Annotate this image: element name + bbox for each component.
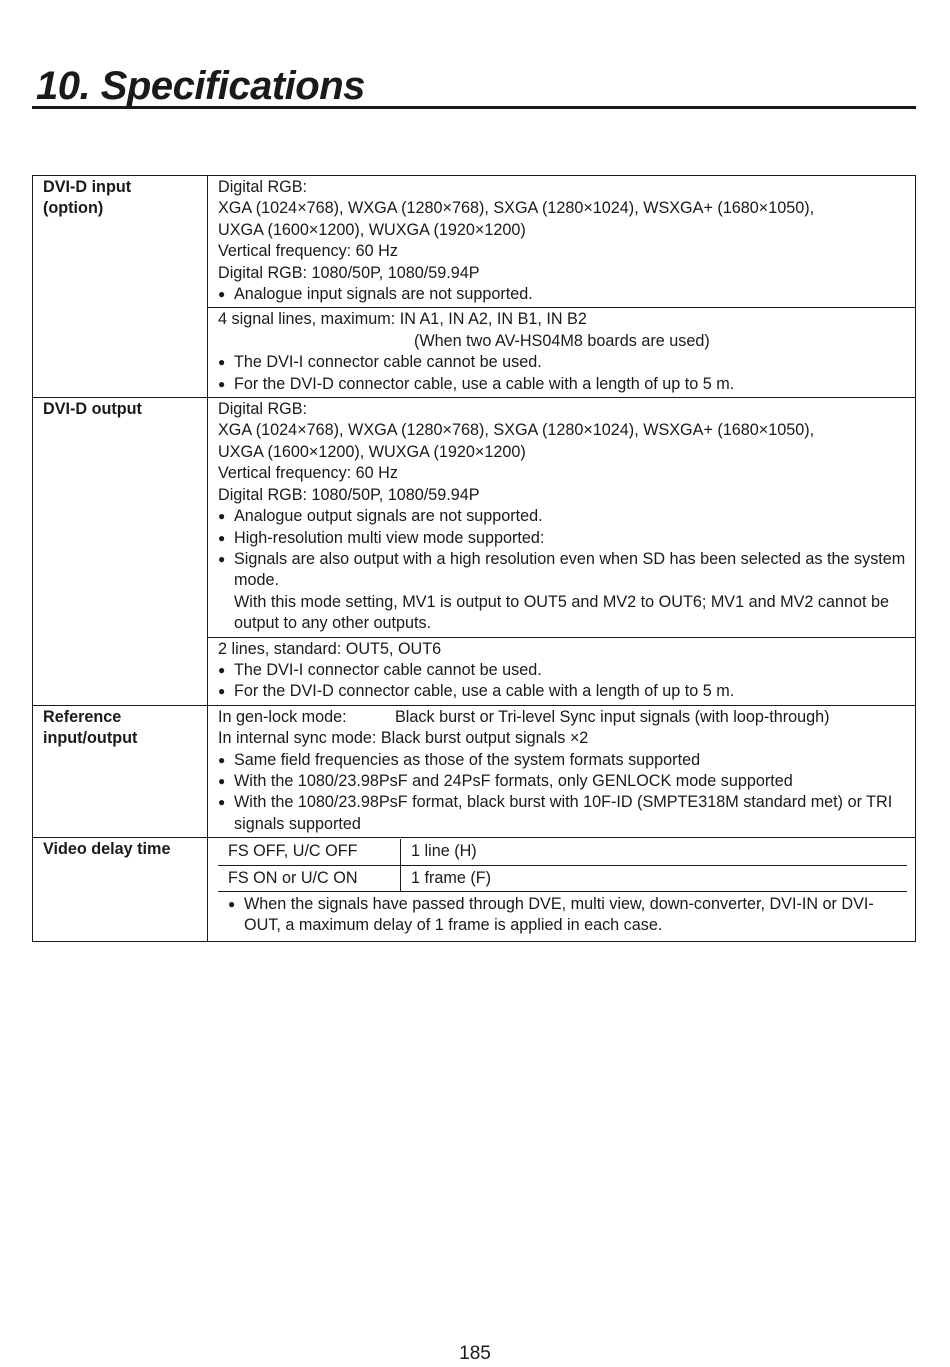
row-label-dvi-output: DVI-D output bbox=[33, 398, 208, 706]
list-item: ● Analogue input signals are not supported. bbox=[218, 284, 907, 305]
list-item: ● High-resolution multi view mode supported: bbox=[218, 528, 907, 549]
row-label-reference: Reference input/output bbox=[33, 705, 208, 837]
table-row bbox=[33, 705, 916, 837]
list-item: ● For the DVI-D connector cable, use a cable with a length of up to 5 m. bbox=[218, 681, 907, 702]
list-item: ● The DVI-I connector cable cannot be used. bbox=[218, 660, 907, 681]
page-title: 10. Specifications bbox=[36, 64, 365, 108]
list-item: ● Same field frequencies as those of the system formats supported bbox=[218, 750, 907, 771]
dvi-input-signals: Digital RGB: XGA (1024×768), WXGA (1280×768), SXGA (1280×1024), WSXGA+ (1680×1050), UXGA (1600×1200), WUXGA (1920×1200) Vertical frequency: 60 Hz Digital RGB: 1080/50P, 1080/59.94P ● Analogue input signals are not supported. bbox=[208, 176, 916, 308]
row-label-dvi-input: DVI-D input (option) bbox=[33, 176, 208, 398]
video-delay-details bbox=[208, 838, 916, 942]
dvi-output-lines: 2 lines, standard: OUT5, OUT6 ● The DVI-I connector cable cannot be used. ● For the DVI-D connector cable, use a cable with a length of up to 5 m. bbox=[208, 637, 916, 705]
dvi-input-lines: 4 signal lines, maximum: IN A1, IN A2, IN B1, IN B2 (When two AV-HS04M8 boards are used) ● The DVI-I connector cable cannot be used. ● For the DVI-D connector cable, use a cable with a length of up to 5 m. bbox=[208, 308, 916, 398]
dvi-output-signals: Digital RGB: XGA (1024×768), WXGA (1280×768), SXGA (1280×1024), WSXGA+ (1680×1050), UXGA (1600×1200), WUXGA (1920×1200) Vertical frequency: 60 Hz Digital RGB: 1080/50P, 1080/59.94P ● Analogue output signals are not supported. ● High-resolution multi view mode supported: ● Signals are also output with a high resolution even when SD has been selected as the system mode. With this mode setting, MV1 is output to OUT5 and MV2 to OUT6; MV1 and MV2 cannot be output to any other outputs. bbox=[208, 398, 916, 637]
specifications-table bbox=[32, 175, 916, 942]
list-item: ● For the DVI-D connector cable, use a cable with a length of up to 5 m. bbox=[218, 374, 907, 395]
table-row bbox=[33, 838, 916, 942]
delay-row: FS OFF, U/C OFF 1 line (H) bbox=[218, 839, 907, 865]
table-row bbox=[33, 176, 916, 308]
list-item: ● With the 1080/23.98PsF format, black burst with 10F-ID (SMPTE318M standard met) or TRI signals supported bbox=[218, 792, 907, 835]
reference-details: In gen-lock mode: Black burst or Tri-level Sync input signals (with loop-through) In internal sync mode: Black burst output signals ×2 ● Same field frequencies as those of the system formats supported ● With the 1080/23.98PsF and 24PsF formats, only GENLOCK mode supported ● With the 1080/23.98PsF format, black burst with 10F-ID (SMPTE318M standard met) or TRI signals supported bbox=[208, 705, 916, 837]
row-label-video-delay: Video delay time bbox=[33, 838, 208, 942]
list-item: ● With the 1080/23.98PsF and 24PsF formats, only GENLOCK mode supported bbox=[218, 771, 907, 792]
table-row bbox=[33, 398, 916, 637]
page-number: 185 bbox=[459, 1343, 491, 1364]
list-item: ● Analogue output signals are not supported. bbox=[218, 506, 907, 527]
title-divider bbox=[32, 106, 916, 109]
delay-row: FS ON or U/C ON 1 frame (F) bbox=[218, 866, 907, 892]
list-item: ● The DVI-I connector cable cannot be used. bbox=[218, 352, 907, 373]
bullet-detail: ● Signals are also output with a high resolution even when SD has been selected as the system mode. With this mode setting, MV1 is output to OUT5 and MV2 to OUT6; MV1 and MV2 cannot be output to any other outputs. bbox=[218, 549, 907, 635]
list-item: ● When the signals have passed through DVE, multi view, down-converter, DVI-IN or DVI-OUT, a maximum delay of 1 frame is applied in each case. bbox=[228, 894, 899, 937]
